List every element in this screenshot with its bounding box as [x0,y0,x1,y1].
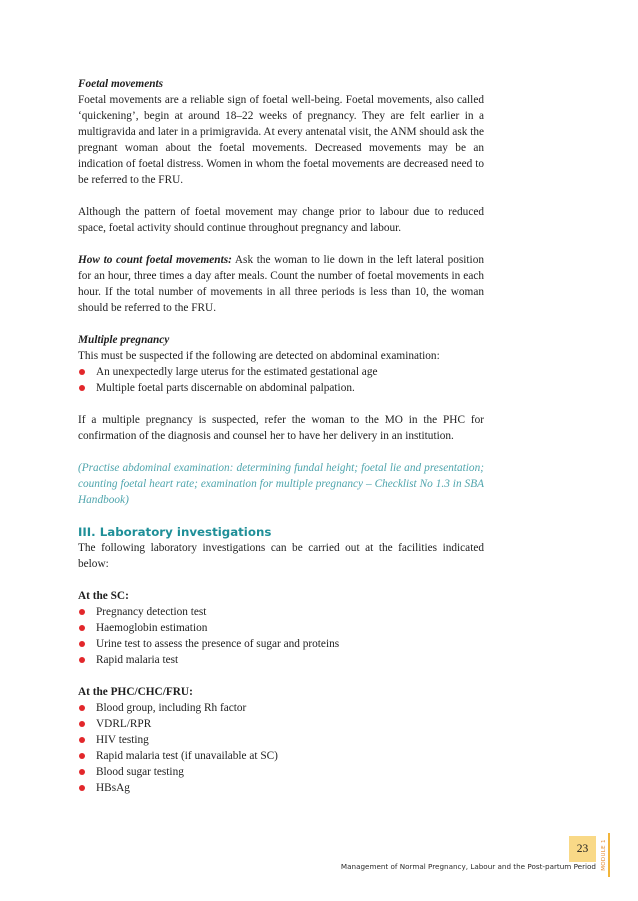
list-item: VDRL/RPR [78,716,484,732]
phc-heading: At the PHC/CHC/FRU: [78,686,193,698]
lab-investigations-intro: The following laboratory investigations can be carried out at the facilities indicated below: [78,542,484,570]
list-item: Multiple foetal parts discernable on abdominal palpation. [78,380,484,396]
list-item: Rapid malaria test [78,652,484,668]
foetal-movements-heading: Foetal movements [78,78,164,90]
count-foetal-movements-paragraph [78,252,484,316]
list-item: Rapid malaria test (if unavailable at SC) [78,748,484,764]
bullet-icon [79,609,85,615]
multiple-pregnancy-intro: This must be suspected if the following are detected on abdominal examination: [78,350,440,362]
practise-note: (Practise abdominal examination: determining fundal height; foetal lie and presentation; counting foetal heart rate; examination for multiple pregnancy – Checklist No 1.3 in SBA Handbook) [78,462,484,506]
bullet-icon [79,369,85,375]
lab-investigations-heading: III. Laboratory investigations [78,525,272,539]
list-item: Pregnancy detection test [78,604,484,620]
list-item: Urine test to assess the presence of sugar and proteins [78,636,484,652]
list-item: HIV testing [78,732,484,748]
phc-tests-list [78,700,484,796]
list-item: HBsAg [78,780,484,796]
count-foetal-movements-lead: How to count foetal movements: [78,254,232,266]
list-item: An unexpectedly large uterus for the estimated gestational age [78,364,484,380]
sc-heading: At the SC: [78,590,129,602]
bullet-icon [79,657,85,663]
bullet-icon [79,769,85,775]
foetal-movements-paragraph-1: Foetal movements are a reliable sign of foetal well-being. Foetal movements, also called ‘quickening’, begin at around 18–22 weeks of pregnancy. They are felt earlier in a multigravida and later in a primigravida. At every antenatal visit, the ANM should ask the pregnant woman about the foetal movements. Decreased movements may be an indication of foetal distress. Women in whom the foetal movements are decreased need to be referred to the FRU. [78,94,484,186]
list-item: Blood sugar testing [78,764,484,780]
list-item: Blood group, including Rh factor [78,700,484,716]
multiple-pregnancy-referral: If a multiple pregnancy is suspected, refer the woman to the MO in the PHC for confirmation of the diagnosis and counsel her to have her delivery in an institution. [78,414,484,442]
sc-tests-list [78,604,484,668]
bullet-icon [79,737,85,743]
bullet-icon [79,385,85,391]
bullet-icon [79,625,85,631]
page-number: 23 [569,836,596,862]
foetal-movements-paragraph-2: Although the pattern of foetal movement may change prior to labour due to reduced space, foetal activity should continue throughout pregnancy and labour. [78,206,484,234]
running-footer-title: Management of Normal Pregnancy, Labour and the Post-partum Period [340,862,596,871]
bullet-icon [79,753,85,759]
bullet-icon [79,641,85,647]
bullet-icon [79,721,85,727]
page-body [78,76,484,796]
multiple-pregnancy-heading: Multiple pregnancy [78,334,170,346]
multiple-pregnancy-list [78,364,484,396]
list-item: Haemoglobin estimation [78,620,484,636]
count-foetal-movements-text: Ask the woman to lie down in the left lateral position for an hour, three times a day after meals. Count the number of foetal movements in each hour. If the total number of movements in all three periods is less than 10, the woman should be referred to the FRU. [78,254,484,314]
module-label: MODULE 1 [601,839,607,871]
bullet-icon [79,705,85,711]
bullet-icon [79,785,85,791]
module-accent-bar [608,833,610,877]
